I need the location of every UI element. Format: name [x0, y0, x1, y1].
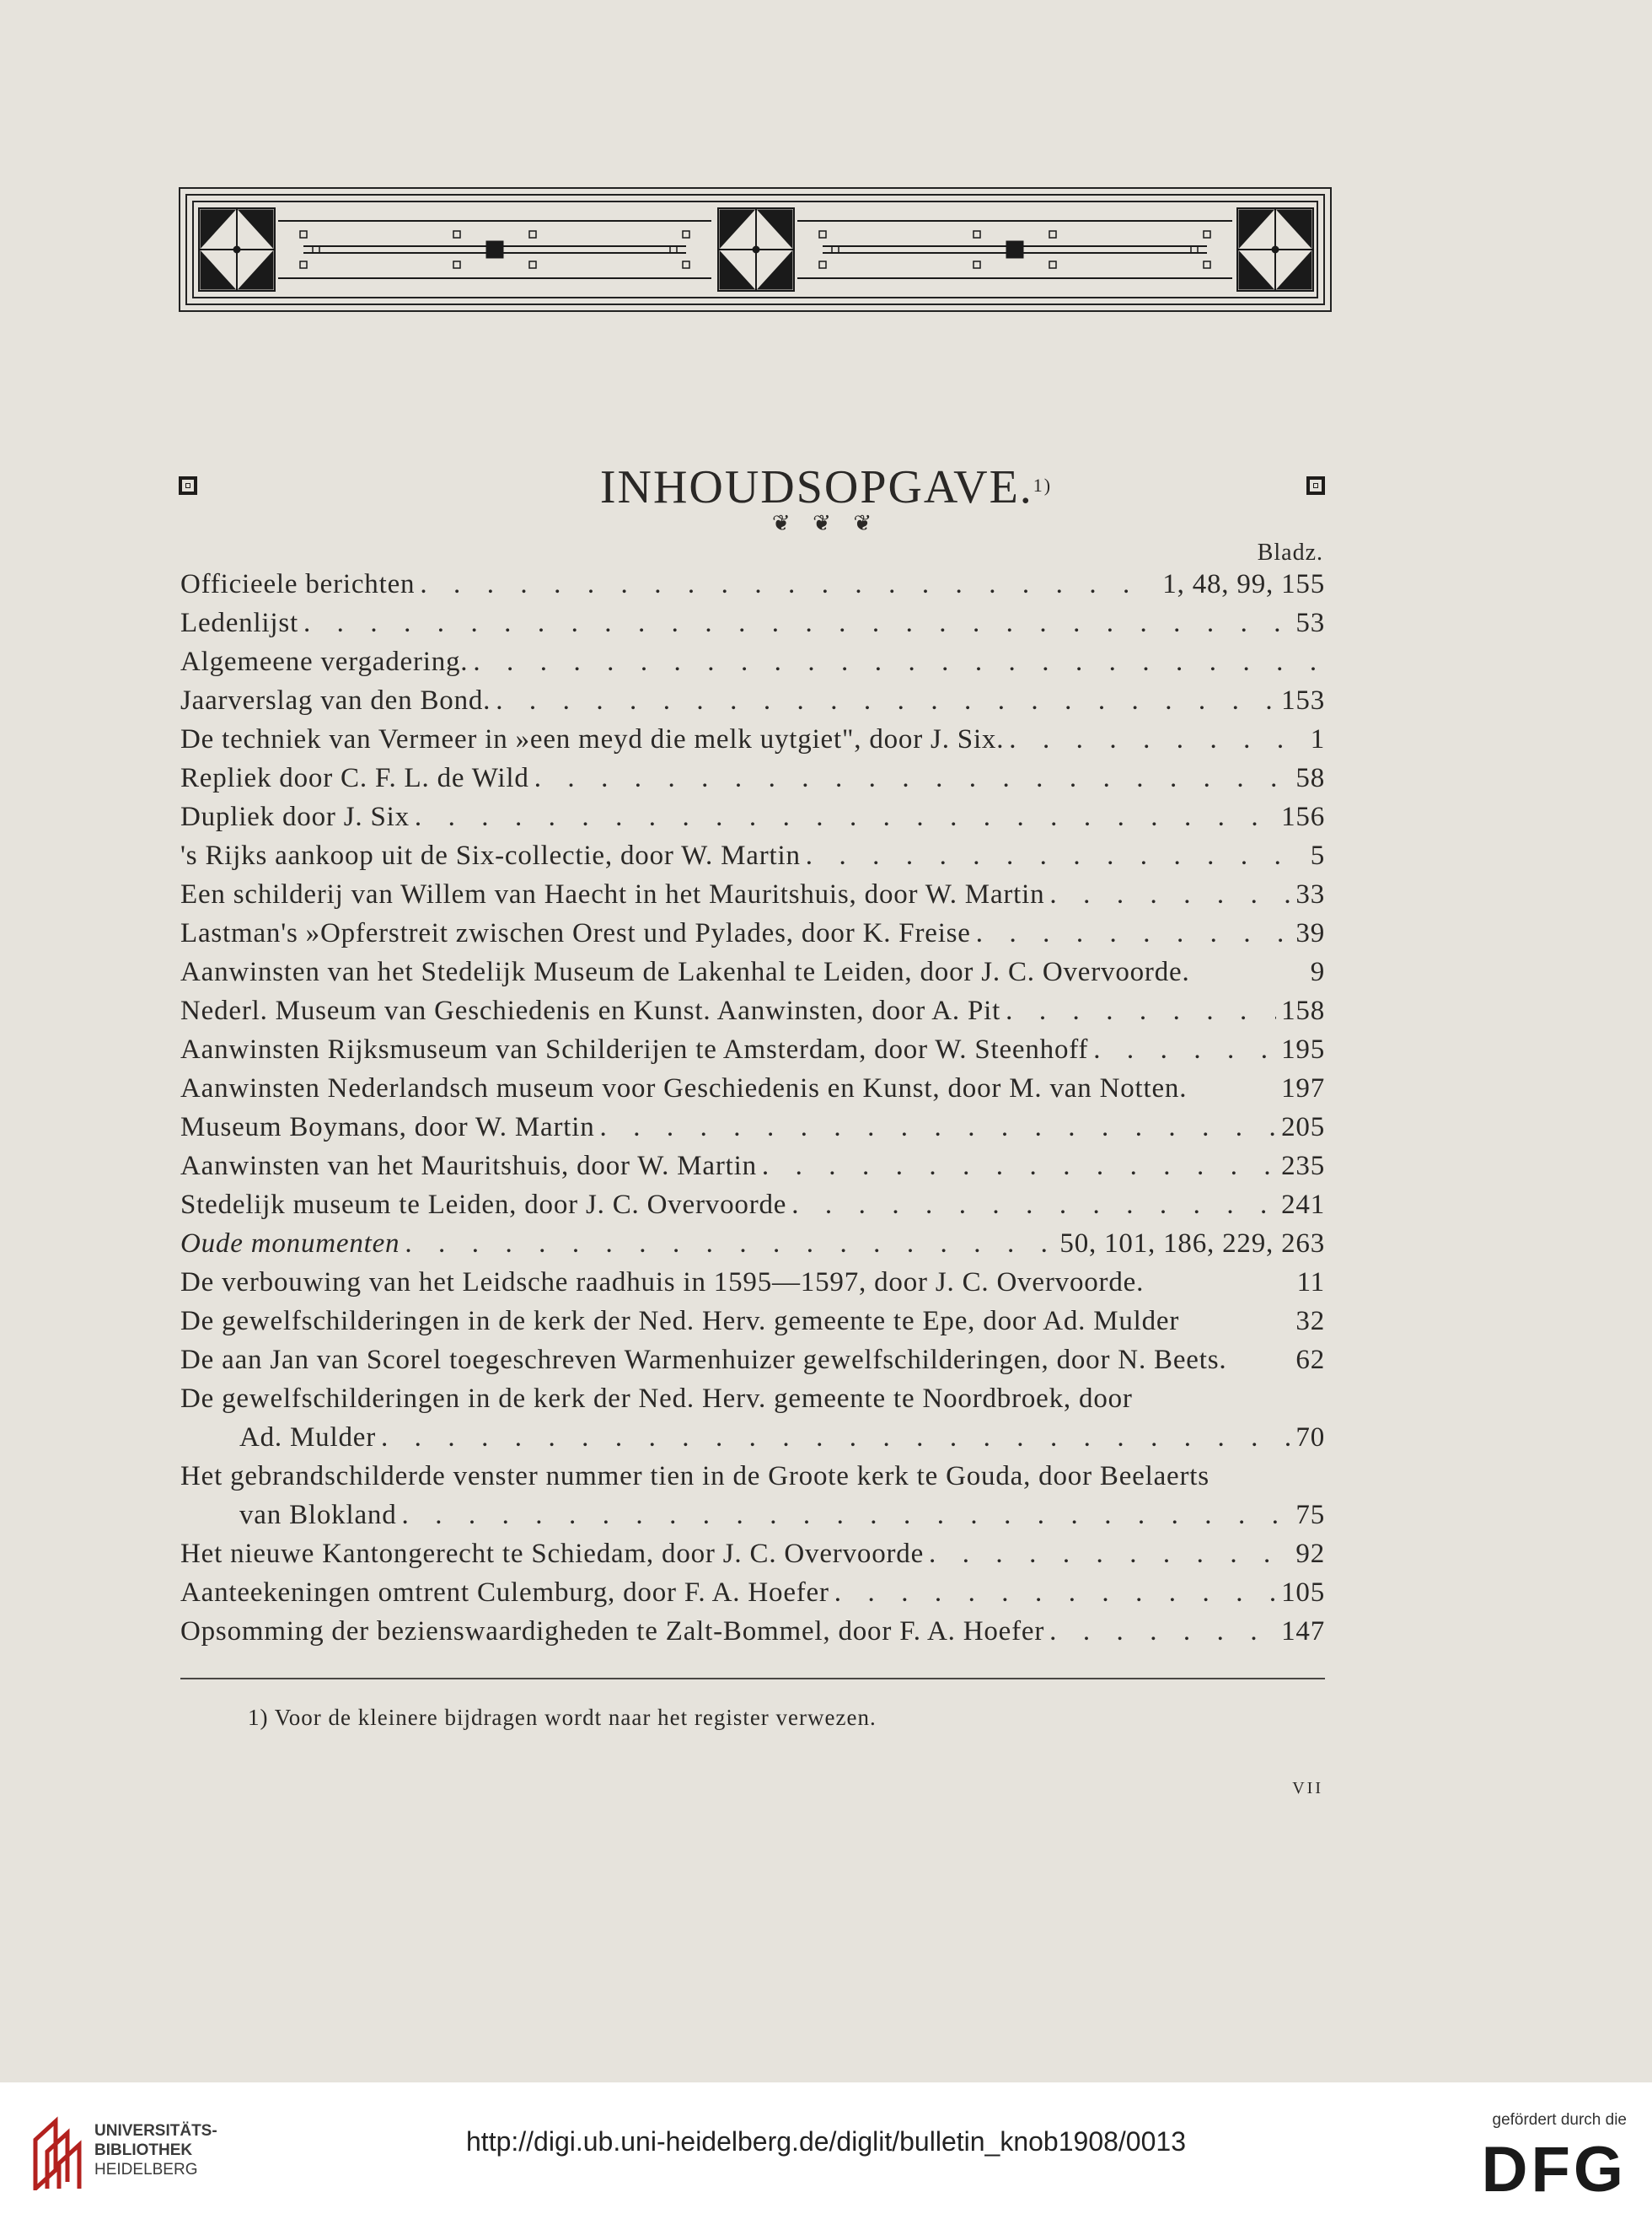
toc-entry [180, 1379, 1325, 1418]
footnote: 1) Voor de kleinere bijdragen wordt naar het register verwezen. [248, 1705, 877, 1730]
toc-entry-page: 235 [1281, 1151, 1325, 1181]
toc-entry-title: Dupliek door J. Six [180, 802, 410, 832]
toc-entry-title: Aanwinsten van het Stedelijk Museum de Lakenhal te Leiden, door J. C. Overvoorde. [180, 957, 1190, 987]
toc-entry-page: 153 [1281, 685, 1325, 716]
toc-entry-title: De verbouwing van het Leidsche raadhuis in 1595—1597, door J. C. Overvoorde. [180, 1267, 1145, 1298]
page-title [0, 459, 1652, 515]
sponsor-label: gefördert durch die [1492, 2111, 1627, 2129]
toc-entry-title: van Blokland [239, 1500, 397, 1530]
toc-entry-title: Oude monumenten [180, 1228, 400, 1259]
toc-entry-title: Officieele berichten [180, 569, 416, 599]
dot-leader [1049, 875, 1290, 914]
dot-leader [405, 1224, 1054, 1263]
toc-entry [180, 1573, 1325, 1612]
toc-entry [180, 565, 1325, 604]
toc-entry [180, 1341, 1325, 1379]
footer-bar [0, 2082, 1652, 2219]
toc-entry [180, 836, 1325, 875]
toc-entry [180, 759, 1325, 798]
toc-entry-title: Algemeene vergadering. [180, 647, 469, 677]
dot-leader [415, 798, 1276, 836]
toc-entry [180, 991, 1325, 1030]
toc-entry [180, 1302, 1325, 1341]
toc-entry-title: De aan Jan van Scorel toegeschreven Warmenhuizer gewelfschilderingen, door N. Beets. [180, 1345, 1227, 1375]
toc-entry-title: Opsomming der bezienswaardigheden te Zalt-Bommel, door F. A. Hoefer [180, 1616, 1045, 1647]
toc-entry [180, 1534, 1325, 1573]
toc-entry-title: Aanteekeningen omtrent Culemburg, door F. A. Hoefer [180, 1577, 829, 1608]
toc-entry-title: Ledenlijst [180, 608, 298, 638]
dot-leader [303, 604, 1290, 642]
toc-entry-page: 75 [1295, 1500, 1325, 1530]
toc-entry [180, 720, 1325, 759]
toc-entry-title: Museum Boymans, door W. Martin [180, 1112, 595, 1142]
toc-entry [180, 1496, 1325, 1534]
toc-entry [180, 1030, 1325, 1069]
dot-leader [402, 1496, 1291, 1534]
toc-entry-page: 70 [1295, 1422, 1325, 1453]
dot-leader [1049, 1612, 1276, 1651]
toc-entry-page: 39 [1295, 918, 1325, 948]
dot-leader [976, 914, 1291, 953]
toc-entry-title: Aanwinsten van het Mauritshuis, door W. Martin [180, 1151, 757, 1181]
toc-entry-title: Aanwinsten Nederlandsch museum voor Geschiedenis en Kunst, door M. van Notten. [180, 1073, 1188, 1104]
toc-entry [180, 1108, 1325, 1147]
toc-entry [180, 1185, 1325, 1224]
toc-entry-title: Stedelijk museum te Leiden, door J. C. Overvoorde [180, 1190, 787, 1220]
title-footnote-marker: 1) [1032, 475, 1053, 496]
dot-leader [534, 759, 1291, 798]
toc-entry [180, 1612, 1325, 1651]
toc-entry-title: Het nieuwe Kantongerecht te Schiedam, door J. C. Overvoorde [180, 1539, 925, 1569]
toc-entry [180, 1457, 1325, 1496]
toc-entry-page: 241 [1281, 1190, 1325, 1220]
toc-entry-page: 58 [1295, 763, 1325, 793]
ornament-border [179, 187, 1332, 312]
toc-entry-page: 205 [1281, 1112, 1325, 1142]
toc-entry-page: 32 [1295, 1306, 1325, 1336]
toc-entry-page: 156 [1281, 802, 1325, 832]
page-number: VII [1292, 1779, 1323, 1797]
toc-entry-page: 105 [1281, 1577, 1325, 1608]
toc-entry-title: Lastman's »Opferstreit zwischen Orest und Pylades, door K. Freise [180, 918, 971, 948]
toc-entry [180, 642, 1325, 681]
toc-entry-page: 1 [1310, 724, 1325, 755]
toc-entry [180, 1069, 1325, 1108]
toc-entry-page: 147 [1281, 1616, 1325, 1647]
toc-entry-title: Repliek door C. F. L. de Wild [180, 763, 529, 793]
toc-entry [180, 1418, 1325, 1457]
dot-leader [600, 1108, 1277, 1147]
toc-entry-title: 's Rijks aankoop uit de Six-collectie, door W. Martin [180, 841, 801, 871]
dot-leader [1009, 720, 1305, 759]
dot-leader [420, 565, 1157, 604]
dot-leader [1093, 1030, 1276, 1069]
toc-entry [180, 953, 1325, 991]
toc-entry-page: 50, 101, 186, 229, 263 [1059, 1228, 1325, 1259]
toc-entry-page: 33 [1295, 879, 1325, 910]
fleuron-icon: ❦ ❦ ❦ [771, 511, 881, 535]
source-url-link[interactable]: http://digi.ub.uni-heidelberg.de/diglit/bulletin_knob1908/0013 [466, 2126, 1186, 2157]
toc-entry [180, 875, 1325, 914]
toc-entry-page: 9 [1310, 957, 1325, 987]
toc-entry [180, 1224, 1325, 1263]
dot-leader [806, 836, 1306, 875]
toc-entry [180, 604, 1325, 642]
toc-entry-page: 158 [1281, 996, 1325, 1026]
table-of-contents [180, 565, 1325, 1651]
toc-entry [180, 681, 1325, 720]
dot-leader [381, 1418, 1290, 1457]
toc-entry-title: Jaarverslag van den Bond. [180, 685, 491, 716]
toc-entry-page: 197 [1281, 1073, 1325, 1104]
dot-leader [1006, 991, 1276, 1030]
dfg-logo: DFG [1481, 2134, 1627, 2206]
toc-entry-title: Ad. Mulder [239, 1422, 376, 1453]
library-name: UNIVERSITÄTS- BIBLIOTHEK HEIDELBERG [94, 2122, 217, 2179]
toc-entry-title: Een schilderij van Willem van Haecht in het Mauritshuis, door W. Martin [180, 879, 1045, 910]
toc-entry-page: 11 [1296, 1267, 1325, 1298]
dot-leader [929, 1534, 1290, 1573]
toc-entry-title: De techniek van Vermeer in »een meyd die melk uytgiet", door J. Six. [180, 724, 1005, 755]
toc-entry-page: 5 [1310, 841, 1325, 871]
toc-entry-title: Het gebrandschilderde venster nummer tien in de Groote kerk te Gouda, door Beelaerts [180, 1461, 1210, 1491]
toc-entry-title: Aanwinsten Rijksmuseum van Schilderijen te Amsterdam, door W. Steenhoff [180, 1034, 1089, 1065]
toc-entry [180, 1147, 1325, 1185]
dot-leader [496, 681, 1276, 720]
toc-entry [180, 914, 1325, 953]
toc-entry [180, 798, 1325, 836]
toc-entry-title: De gewelfschilderingen in de kerk der Ned. Herv. gemeente te Noordbroek, door [180, 1384, 1133, 1414]
dot-leader [762, 1147, 1276, 1185]
toc-entry-page: 53 [1295, 608, 1325, 638]
toc-entry-page: 1, 48, 99, 155 [1162, 569, 1325, 599]
dot-leader [834, 1573, 1276, 1612]
toc-entry [180, 1263, 1325, 1302]
toc-entry-title: De gewelfschilderingen in de kerk der Ned. Herv. gemeente te Epe, door Ad. Mulder [180, 1306, 1180, 1336]
toc-entry-page: 92 [1295, 1539, 1325, 1569]
dot-leader [473, 642, 1320, 681]
title-text: INHOUDSOPGAVE. [599, 461, 1033, 513]
toc-entry-page: 62 [1295, 1345, 1325, 1375]
dot-leader [791, 1185, 1276, 1224]
toc-entry-title: Nederl. Museum van Geschiedenis en Kunst. Aanwinsten, door A. Pit [180, 996, 1001, 1026]
footnote-divider [180, 1678, 1325, 1679]
page-column-label: Bladz. [1257, 540, 1323, 566]
toc-entry-page: 195 [1281, 1034, 1325, 1065]
